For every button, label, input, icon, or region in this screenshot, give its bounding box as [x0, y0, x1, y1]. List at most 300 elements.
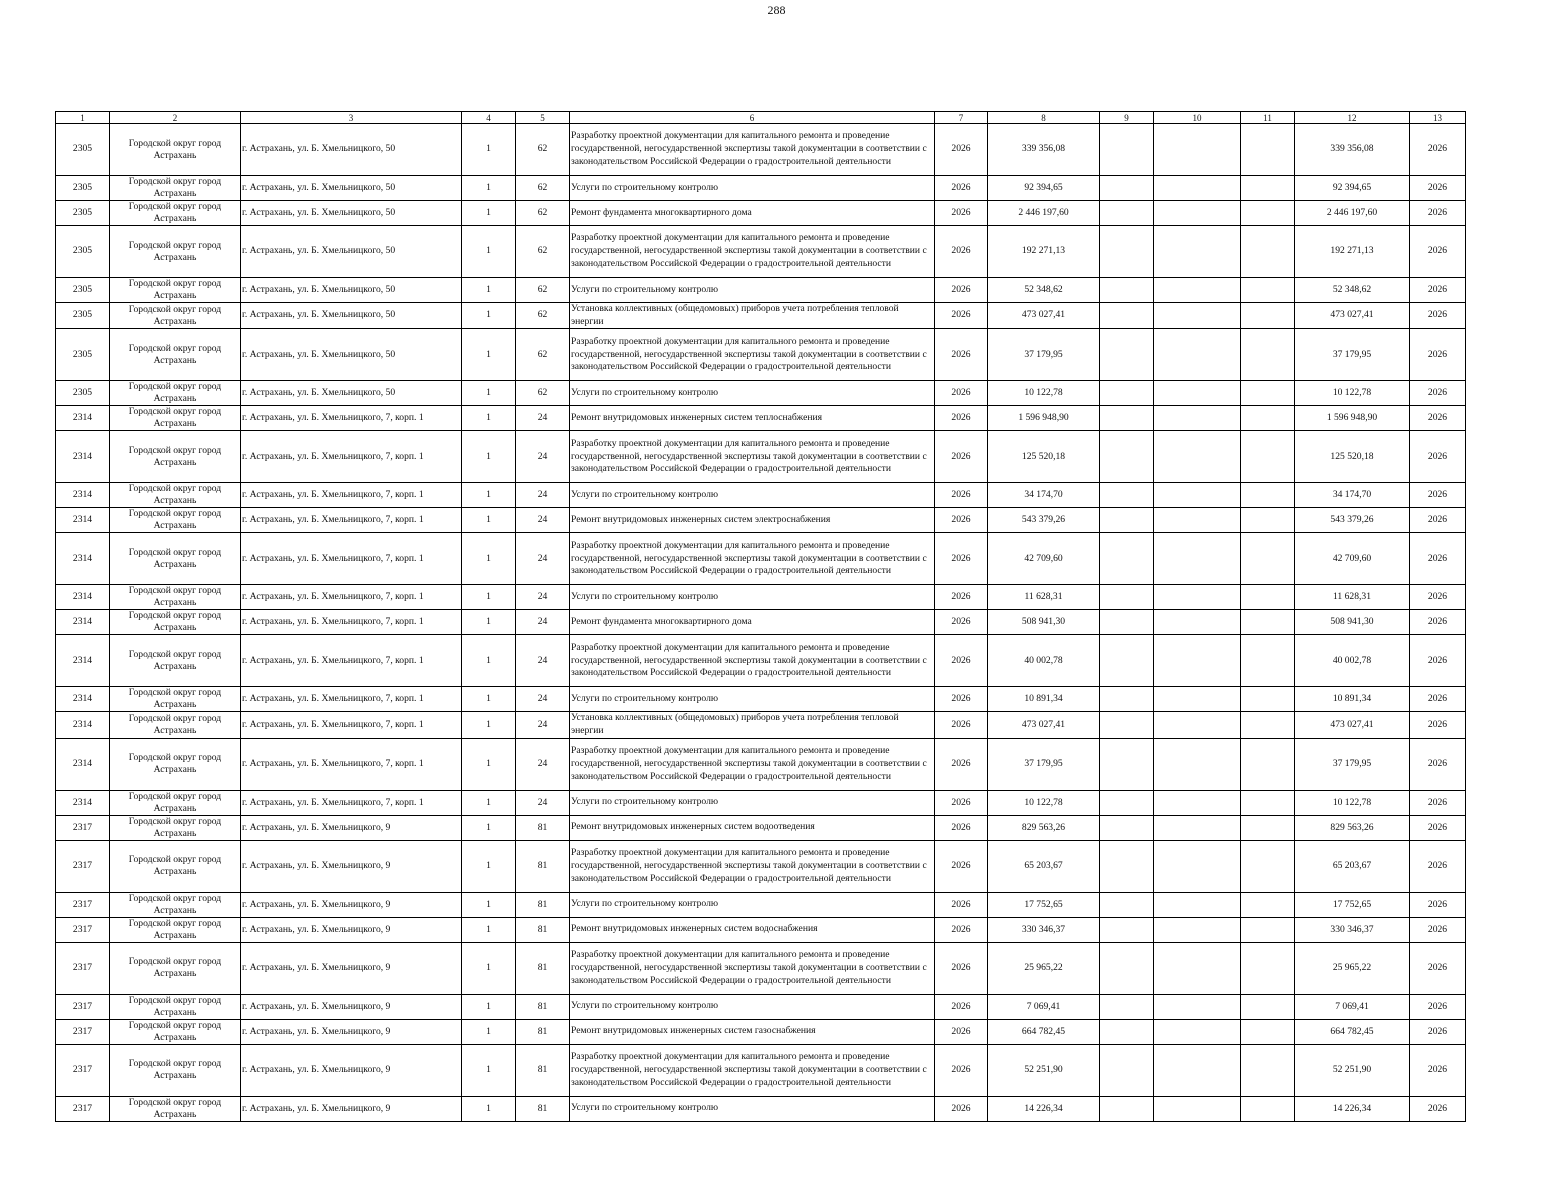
- total-cell: 192 271,13: [1295, 226, 1410, 278]
- end-year-cell: 2026: [1410, 815, 1466, 840]
- column-5-cell: 24: [516, 431, 570, 483]
- house-id-cell: 2314: [56, 406, 110, 431]
- house-id-cell: 2317: [56, 994, 110, 1019]
- column-10-cell: [1154, 406, 1241, 431]
- end-year-cell: 2026: [1410, 994, 1466, 1019]
- column-10-cell: [1154, 226, 1241, 278]
- address-cell: г. Астрахань, ул. Б. Хмельницкого, 9: [241, 892, 462, 917]
- municipality-cell: Городской округ город Астрахань: [110, 303, 241, 329]
- address-cell: г. Астрахань, ул. Б. Хмельницкого, 7, корп. 1: [241, 687, 462, 712]
- total-cell: 7 069,41: [1295, 994, 1410, 1019]
- column-9-cell: [1100, 687, 1154, 712]
- column-11-cell: [1241, 1096, 1295, 1121]
- work-type-cell: Услуги по строительному контролю: [570, 687, 935, 712]
- house-id-cell: 2314: [56, 483, 110, 508]
- address-cell: г. Астрахань, ул. Б. Хмельницкого, 7, корп. 1: [241, 406, 462, 431]
- column-11-cell: [1241, 815, 1295, 840]
- column-10-cell: [1154, 815, 1241, 840]
- column-9-cell: [1100, 406, 1154, 431]
- amount-cell: 52 251,90: [988, 1044, 1100, 1096]
- column-9-cell: [1100, 892, 1154, 917]
- column-5-cell: 81: [516, 1044, 570, 1096]
- column-10-cell: [1154, 508, 1241, 533]
- work-type-cell: Услуги по строительному контролю: [570, 1096, 935, 1121]
- municipality-cell: Городской округ город Астрахань: [110, 738, 241, 790]
- work-type-cell: Разработку проектной документации для капитального ремонта и проведение государственной, негосударственной экспертизы такой документации в соответствии с законодательством Российской Федерации о градостроительной деятельности: [570, 431, 935, 483]
- municipality-cell: Городской округ город Астрахань: [110, 226, 241, 278]
- amount-cell: 339 356,08: [988, 124, 1100, 176]
- address-cell: г. Астрахань, ул. Б. Хмельницкого, 9: [241, 917, 462, 942]
- column-10-cell: [1154, 329, 1241, 381]
- column-5-cell: 62: [516, 124, 570, 176]
- column-10-cell: [1154, 303, 1241, 329]
- column-header: 2: [110, 112, 241, 124]
- table-row: [56, 406, 1466, 431]
- address-cell: г. Астрахань, ул. Б. Хмельницкого, 50: [241, 303, 462, 329]
- year-cell: 2026: [935, 329, 988, 381]
- end-year-cell: 2026: [1410, 226, 1466, 278]
- table-row: [56, 278, 1466, 303]
- year-cell: 2026: [935, 1044, 988, 1096]
- column-9-cell: [1100, 790, 1154, 815]
- end-year-cell: 2026: [1410, 201, 1466, 226]
- year-cell: 2026: [935, 1096, 988, 1121]
- year-cell: 2026: [935, 994, 988, 1019]
- work-type-cell: Ремонт фундамента многоквартирного дома: [570, 610, 935, 635]
- total-cell: 42 709,60: [1295, 533, 1410, 585]
- address-cell: г. Астрахань, ул. Б. Хмельницкого, 50: [241, 278, 462, 303]
- table-row: [56, 840, 1466, 892]
- work-type-cell: Ремонт фундамента многоквартирного дома: [570, 201, 935, 226]
- total-cell: 664 782,45: [1295, 1019, 1410, 1044]
- house-id-cell: 2317: [56, 1096, 110, 1121]
- column-header: 4: [462, 112, 516, 124]
- column-4-cell: 1: [462, 1044, 516, 1096]
- year-cell: 2026: [935, 815, 988, 840]
- end-year-cell: 2026: [1410, 329, 1466, 381]
- table-row: [56, 892, 1466, 917]
- house-id-cell: 2314: [56, 508, 110, 533]
- municipality-cell: Городской округ город Астрахань: [110, 508, 241, 533]
- column-5-cell: 62: [516, 278, 570, 303]
- column-9-cell: [1100, 942, 1154, 994]
- column-5-cell: 24: [516, 610, 570, 635]
- municipality-cell: Городской округ город Астрахань: [110, 892, 241, 917]
- total-cell: 543 379,26: [1295, 508, 1410, 533]
- house-id-cell: 2305: [56, 124, 110, 176]
- column-11-cell: [1241, 431, 1295, 483]
- column-9-cell: [1100, 994, 1154, 1019]
- column-10-cell: [1154, 610, 1241, 635]
- column-11-cell: [1241, 533, 1295, 585]
- column-5-cell: 24: [516, 738, 570, 790]
- end-year-cell: 2026: [1410, 712, 1466, 738]
- column-10-cell: [1154, 533, 1241, 585]
- municipality-cell: Городской округ город Астрахань: [110, 431, 241, 483]
- municipality-cell: Городской округ город Астрахань: [110, 815, 241, 840]
- table-row: [56, 431, 1466, 483]
- year-cell: 2026: [935, 201, 988, 226]
- column-5-cell: 62: [516, 176, 570, 201]
- amount-cell: 192 271,13: [988, 226, 1100, 278]
- house-id-cell: 2314: [56, 712, 110, 738]
- column-4-cell: 1: [462, 738, 516, 790]
- column-number-header-row: [56, 112, 1466, 124]
- address-cell: г. Астрахань, ул. Б. Хмельницкого, 7, корп. 1: [241, 483, 462, 508]
- end-year-cell: 2026: [1410, 635, 1466, 687]
- table-row: [56, 712, 1466, 738]
- column-10-cell: [1154, 687, 1241, 712]
- column-4-cell: 1: [462, 483, 516, 508]
- address-cell: г. Астрахань, ул. Б. Хмельницкого, 7, корп. 1: [241, 712, 462, 738]
- column-header: 13: [1410, 112, 1466, 124]
- column-10-cell: [1154, 790, 1241, 815]
- address-cell: г. Астрахань, ул. Б. Хмельницкого, 9: [241, 815, 462, 840]
- house-id-cell: 2317: [56, 840, 110, 892]
- house-id-cell: 2314: [56, 738, 110, 790]
- column-11-cell: [1241, 585, 1295, 610]
- column-10-cell: [1154, 942, 1241, 994]
- column-10-cell: [1154, 712, 1241, 738]
- work-type-cell: Услуги по строительному контролю: [570, 278, 935, 303]
- column-5-cell: 62: [516, 329, 570, 381]
- column-9-cell: [1100, 712, 1154, 738]
- column-9-cell: [1100, 278, 1154, 303]
- column-9-cell: [1100, 840, 1154, 892]
- address-cell: г. Астрахань, ул. Б. Хмельницкого, 50: [241, 124, 462, 176]
- column-header: 8: [988, 112, 1100, 124]
- year-cell: 2026: [935, 483, 988, 508]
- municipality-cell: Городской округ город Астрахань: [110, 942, 241, 994]
- table-row: [56, 226, 1466, 278]
- column-5-cell: 24: [516, 533, 570, 585]
- column-10-cell: [1154, 201, 1241, 226]
- work-type-cell: Ремонт внутридомовых инженерных систем водоснабжения: [570, 917, 935, 942]
- total-cell: 473 027,41: [1295, 712, 1410, 738]
- total-cell: 339 356,08: [1295, 124, 1410, 176]
- address-cell: г. Астрахань, ул. Б. Хмельницкого, 7, корп. 1: [241, 738, 462, 790]
- capital-repair-table: [55, 111, 1466, 1122]
- address-cell: г. Астрахань, ул. Б. Хмельницкого, 9: [241, 1044, 462, 1096]
- column-10-cell: [1154, 1096, 1241, 1121]
- table-row: [56, 994, 1466, 1019]
- end-year-cell: 2026: [1410, 1044, 1466, 1096]
- column-header: 10: [1154, 112, 1241, 124]
- year-cell: 2026: [935, 176, 988, 201]
- municipality-cell: Городской округ город Астрахань: [110, 917, 241, 942]
- column-10-cell: [1154, 738, 1241, 790]
- total-cell: 829 563,26: [1295, 815, 1410, 840]
- municipality-cell: Городской округ город Астрахань: [110, 1096, 241, 1121]
- work-type-cell: Услуги по строительному контролю: [570, 790, 935, 815]
- address-cell: г. Астрахань, ул. Б. Хмельницкого, 9: [241, 994, 462, 1019]
- column-5-cell: 81: [516, 1019, 570, 1044]
- municipality-cell: Городской округ город Астрахань: [110, 1044, 241, 1096]
- table-row: [56, 303, 1466, 329]
- amount-cell: 125 520,18: [988, 431, 1100, 483]
- year-cell: 2026: [935, 1019, 988, 1044]
- column-4-cell: 1: [462, 303, 516, 329]
- column-5-cell: 81: [516, 840, 570, 892]
- column-10-cell: [1154, 635, 1241, 687]
- total-cell: 92 394,65: [1295, 176, 1410, 201]
- house-id-cell: 2314: [56, 533, 110, 585]
- address-cell: г. Астрахань, ул. Б. Хмельницкого, 7, корп. 1: [241, 790, 462, 815]
- house-id-cell: 2305: [56, 381, 110, 406]
- work-type-cell: Разработку проектной документации для капитального ремонта и проведение государственной, негосударственной экспертизы такой документации в соответствии с законодательством Российской Федерации о градостроительной деятельности: [570, 329, 935, 381]
- house-id-cell: 2305: [56, 226, 110, 278]
- column-4-cell: 1: [462, 610, 516, 635]
- amount-cell: 42 709,60: [988, 533, 1100, 585]
- address-cell: г. Астрахань, ул. Б. Хмельницкого, 50: [241, 201, 462, 226]
- column-11-cell: [1241, 917, 1295, 942]
- amount-cell: 7 069,41: [988, 994, 1100, 1019]
- column-header: 3: [241, 112, 462, 124]
- amount-cell: 65 203,67: [988, 840, 1100, 892]
- work-type-cell: Разработку проектной документации для капитального ремонта и проведение государственной, негосударственной экспертизы такой документации в соответствии с законодательством Российской Федерации о градостроительной деятельности: [570, 840, 935, 892]
- address-cell: г. Астрахань, ул. Б. Хмельницкого, 9: [241, 1019, 462, 1044]
- municipality-cell: Городской округ город Астрахань: [110, 687, 241, 712]
- column-10-cell: [1154, 381, 1241, 406]
- end-year-cell: 2026: [1410, 406, 1466, 431]
- amount-cell: 10 122,78: [988, 381, 1100, 406]
- municipality-cell: Городской округ город Астрахань: [110, 533, 241, 585]
- year-cell: 2026: [935, 840, 988, 892]
- column-9-cell: [1100, 635, 1154, 687]
- table-row: [56, 738, 1466, 790]
- column-5-cell: 24: [516, 585, 570, 610]
- work-type-cell: Услуги по строительному контролю: [570, 483, 935, 508]
- end-year-cell: 2026: [1410, 483, 1466, 508]
- work-type-cell: Разработку проектной документации для капитального ремонта и проведение государственной, негосударственной экспертизы такой документации в соответствии с законодательством Российской Федерации о градостроительной деятельности: [570, 635, 935, 687]
- column-4-cell: 1: [462, 585, 516, 610]
- municipality-cell: Городской округ город Астрахань: [110, 585, 241, 610]
- work-type-cell: Разработку проектной документации для капитального ремонта и проведение государственной, негосударственной экспертизы такой документации в соответствии с законодательством Российской Федерации о градостроительной деятельности: [570, 226, 935, 278]
- column-11-cell: [1241, 635, 1295, 687]
- column-4-cell: 1: [462, 406, 516, 431]
- amount-cell: 1 596 948,90: [988, 406, 1100, 431]
- column-5-cell: 24: [516, 508, 570, 533]
- column-5-cell: 62: [516, 226, 570, 278]
- year-cell: 2026: [935, 635, 988, 687]
- municipality-cell: Городской округ город Астрахань: [110, 201, 241, 226]
- column-header: 7: [935, 112, 988, 124]
- work-type-cell: Услуги по строительному контролю: [570, 176, 935, 201]
- column-5-cell: 24: [516, 712, 570, 738]
- column-10-cell: [1154, 483, 1241, 508]
- municipality-cell: Городской округ город Астрахань: [110, 381, 241, 406]
- column-9-cell: [1100, 176, 1154, 201]
- column-4-cell: 1: [462, 917, 516, 942]
- table-row: [56, 124, 1466, 176]
- column-11-cell: [1241, 1044, 1295, 1096]
- column-4-cell: 1: [462, 790, 516, 815]
- column-4-cell: 1: [462, 226, 516, 278]
- column-5-cell: 81: [516, 917, 570, 942]
- amount-cell: 52 348,62: [988, 278, 1100, 303]
- column-11-cell: [1241, 226, 1295, 278]
- column-11-cell: [1241, 790, 1295, 815]
- column-5-cell: 81: [516, 942, 570, 994]
- year-cell: 2026: [935, 585, 988, 610]
- column-9-cell: [1100, 1096, 1154, 1121]
- column-11-cell: [1241, 738, 1295, 790]
- end-year-cell: 2026: [1410, 508, 1466, 533]
- amount-cell: 40 002,78: [988, 635, 1100, 687]
- amount-cell: 2 446 197,60: [988, 201, 1100, 226]
- column-5-cell: 81: [516, 815, 570, 840]
- amount-cell: 473 027,41: [988, 712, 1100, 738]
- work-type-cell: Ремонт внутридомовых инженерных систем теплоснабжения: [570, 406, 935, 431]
- amount-cell: 664 782,45: [988, 1019, 1100, 1044]
- column-11-cell: [1241, 406, 1295, 431]
- column-5-cell: 24: [516, 687, 570, 712]
- table-row: [56, 815, 1466, 840]
- house-id-cell: 2305: [56, 176, 110, 201]
- column-4-cell: 1: [462, 635, 516, 687]
- column-10-cell: [1154, 1019, 1241, 1044]
- municipality-cell: Городской округ город Астрахань: [110, 278, 241, 303]
- column-11-cell: [1241, 201, 1295, 226]
- year-cell: 2026: [935, 917, 988, 942]
- work-type-cell: Услуги по строительному контролю: [570, 585, 935, 610]
- column-5-cell: 81: [516, 994, 570, 1019]
- column-11-cell: [1241, 610, 1295, 635]
- municipality-cell: Городской округ город Астрахань: [110, 994, 241, 1019]
- house-id-cell: 2317: [56, 815, 110, 840]
- work-type-cell: Услуги по строительному контролю: [570, 892, 935, 917]
- column-4-cell: 1: [462, 124, 516, 176]
- address-cell: г. Астрахань, ул. Б. Хмельницкого, 7, корп. 1: [241, 431, 462, 483]
- end-year-cell: 2026: [1410, 278, 1466, 303]
- municipality-cell: Городской округ город Астрахань: [110, 124, 241, 176]
- amount-cell: 330 346,37: [988, 917, 1100, 942]
- column-9-cell: [1100, 1019, 1154, 1044]
- total-cell: 65 203,67: [1295, 840, 1410, 892]
- column-5-cell: 24: [516, 483, 570, 508]
- house-id-cell: 2305: [56, 201, 110, 226]
- column-10-cell: [1154, 176, 1241, 201]
- amount-cell: 543 379,26: [988, 508, 1100, 533]
- amount-cell: 829 563,26: [988, 815, 1100, 840]
- house-id-cell: 2314: [56, 635, 110, 687]
- end-year-cell: 2026: [1410, 687, 1466, 712]
- column-11-cell: [1241, 329, 1295, 381]
- total-cell: 10 891,34: [1295, 687, 1410, 712]
- total-cell: 37 179,95: [1295, 329, 1410, 381]
- year-cell: 2026: [935, 942, 988, 994]
- year-cell: 2026: [935, 790, 988, 815]
- table-row: [56, 942, 1466, 994]
- total-cell: 125 520,18: [1295, 431, 1410, 483]
- column-9-cell: [1100, 917, 1154, 942]
- address-cell: г. Астрахань, ул. Б. Хмельницкого, 7, корп. 1: [241, 508, 462, 533]
- column-11-cell: [1241, 1019, 1295, 1044]
- column-4-cell: 1: [462, 815, 516, 840]
- work-type-cell: Установка коллективных (общедомовых) приборов учета потребления тепловой энергии: [570, 712, 935, 738]
- work-type-cell: Услуги по строительному контролю: [570, 381, 935, 406]
- house-id-cell: 2305: [56, 329, 110, 381]
- year-cell: 2026: [935, 303, 988, 329]
- column-10-cell: [1154, 585, 1241, 610]
- municipality-cell: Городской округ город Астрахань: [110, 840, 241, 892]
- house-id-cell: 2314: [56, 790, 110, 815]
- address-cell: г. Астрахань, ул. Б. Хмельницкого, 50: [241, 329, 462, 381]
- amount-cell: 14 226,34: [988, 1096, 1100, 1121]
- column-header: 11: [1241, 112, 1295, 124]
- total-cell: 14 226,34: [1295, 1096, 1410, 1121]
- amount-cell: 37 179,95: [988, 738, 1100, 790]
- address-cell: г. Астрахань, ул. Б. Хмельницкого, 7, корп. 1: [241, 635, 462, 687]
- house-id-cell: 2317: [56, 942, 110, 994]
- column-9-cell: [1100, 738, 1154, 790]
- column-4-cell: 1: [462, 892, 516, 917]
- amount-cell: 25 965,22: [988, 942, 1100, 994]
- municipality-cell: Городской округ город Астрахань: [110, 712, 241, 738]
- column-4-cell: 1: [462, 176, 516, 201]
- address-cell: г. Астрахань, ул. Б. Хмельницкого, 7, корп. 1: [241, 533, 462, 585]
- column-9-cell: [1100, 303, 1154, 329]
- house-id-cell: 2305: [56, 303, 110, 329]
- house-id-cell: 2317: [56, 1019, 110, 1044]
- year-cell: 2026: [935, 508, 988, 533]
- house-id-cell: 2314: [56, 431, 110, 483]
- year-cell: 2026: [935, 533, 988, 585]
- house-id-cell: 2305: [56, 278, 110, 303]
- table-row: [56, 1044, 1466, 1096]
- column-4-cell: 1: [462, 508, 516, 533]
- column-9-cell: [1100, 381, 1154, 406]
- column-10-cell: [1154, 124, 1241, 176]
- end-year-cell: 2026: [1410, 303, 1466, 329]
- column-9-cell: [1100, 610, 1154, 635]
- column-4-cell: 1: [462, 533, 516, 585]
- end-year-cell: 2026: [1410, 381, 1466, 406]
- work-type-cell: Разработку проектной документации для капитального ремонта и проведение государственной, негосударственной экспертизы такой документации в соответствии с законодательством Российской Федерации о градостроительной деятельности: [570, 1044, 935, 1096]
- total-cell: 37 179,95: [1295, 738, 1410, 790]
- table-row: [56, 1096, 1466, 1121]
- year-cell: 2026: [935, 712, 988, 738]
- page-number: 288: [767, 3, 786, 17]
- column-9-cell: [1100, 483, 1154, 508]
- house-id-cell: 2314: [56, 610, 110, 635]
- total-cell: 10 122,78: [1295, 790, 1410, 815]
- column-11-cell: [1241, 381, 1295, 406]
- house-id-cell: 2317: [56, 1044, 110, 1096]
- table-row: [56, 483, 1466, 508]
- column-9-cell: [1100, 124, 1154, 176]
- year-cell: 2026: [935, 687, 988, 712]
- column-4-cell: 1: [462, 994, 516, 1019]
- table-row: [56, 635, 1466, 687]
- column-5-cell: 62: [516, 303, 570, 329]
- column-11-cell: [1241, 483, 1295, 508]
- column-11-cell: [1241, 508, 1295, 533]
- amount-cell: 17 752,65: [988, 892, 1100, 917]
- column-4-cell: 1: [462, 942, 516, 994]
- work-type-cell: Установка коллективных (общедомовых) приборов учета потребления тепловой энергии: [570, 303, 935, 329]
- municipality-cell: Городской округ город Астрахань: [110, 176, 241, 201]
- work-type-cell: Ремонт внутридомовых инженерных систем электроснабжения: [570, 508, 935, 533]
- column-4-cell: 1: [462, 201, 516, 226]
- end-year-cell: 2026: [1410, 431, 1466, 483]
- column-5-cell: 24: [516, 635, 570, 687]
- year-cell: 2026: [935, 124, 988, 176]
- total-cell: 34 174,70: [1295, 483, 1410, 508]
- address-cell: г. Астрахань, ул. Б. Хмельницкого, 50: [241, 226, 462, 278]
- column-11-cell: [1241, 278, 1295, 303]
- column-4-cell: 1: [462, 1096, 516, 1121]
